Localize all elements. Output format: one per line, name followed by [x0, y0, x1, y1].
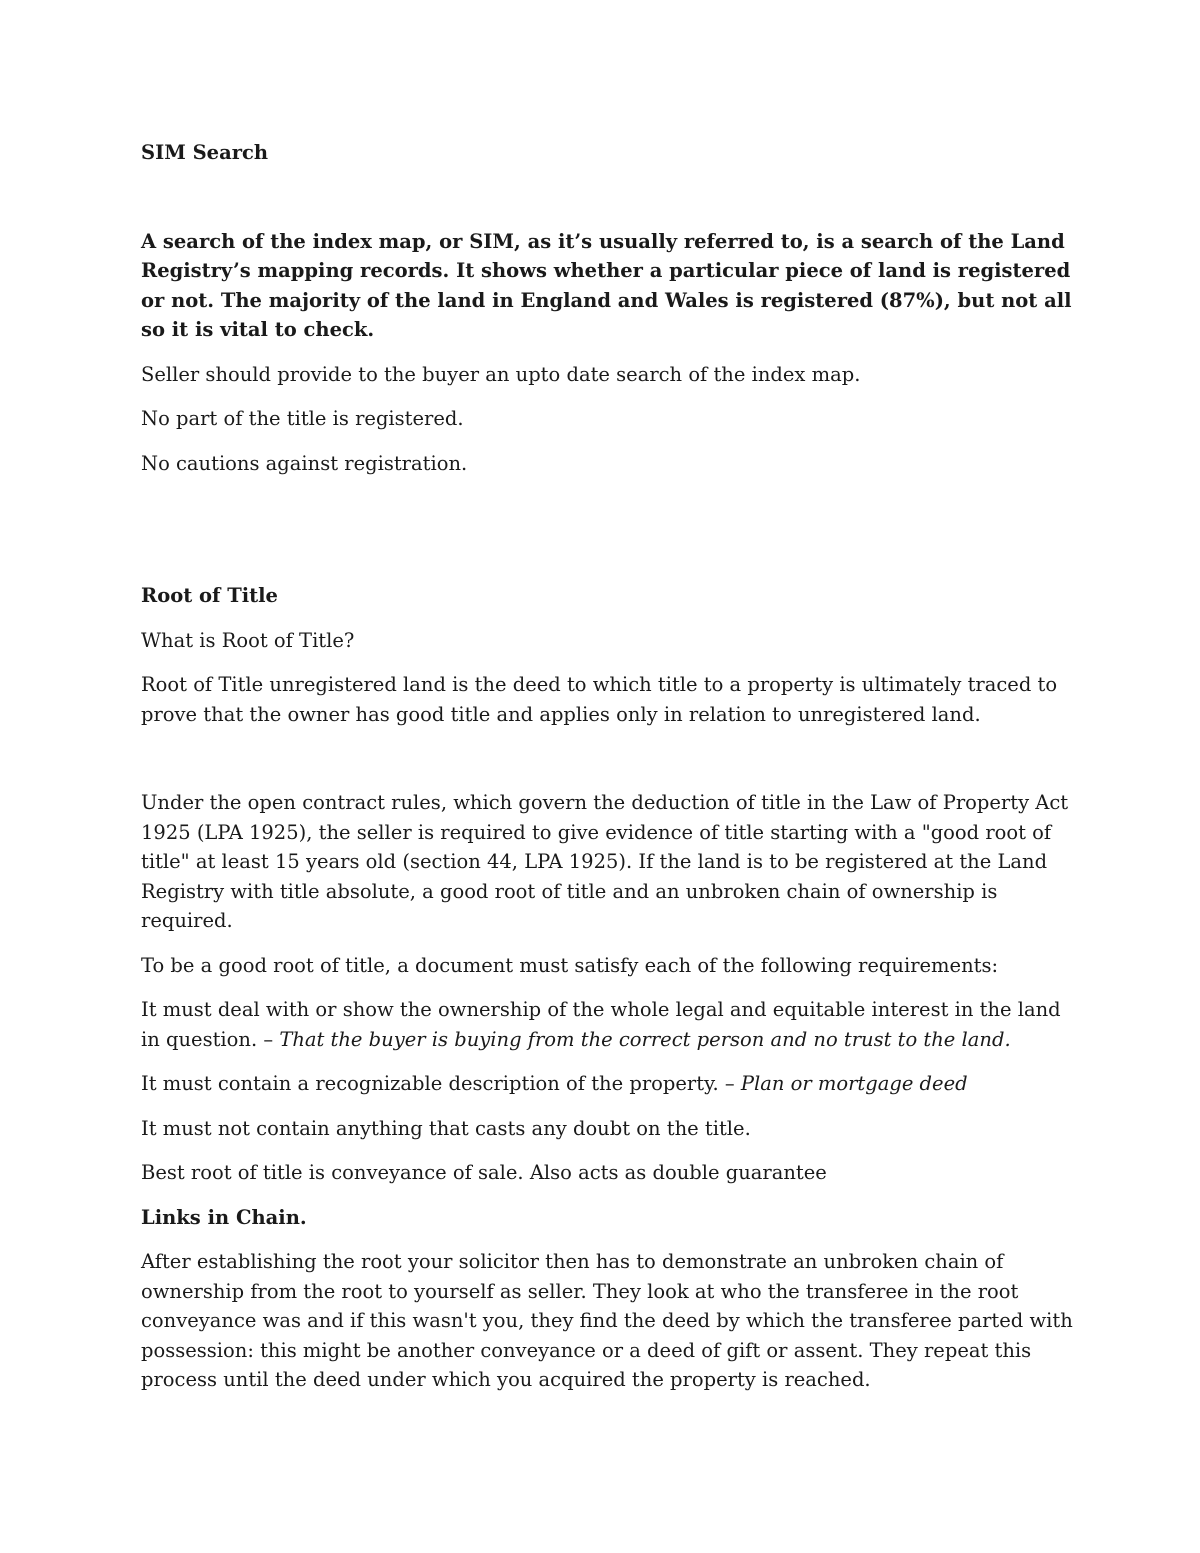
requirement-1-note: That the buyer is buying from the correct person and no trust to the land.	[279, 1027, 1011, 1051]
best-root-paragraph: Best root of title is conveyance of sale. Also acts as double guarantee	[141, 1161, 827, 1184]
requirements-intro: To be a good root of title, a document must satisfy each of the following requirements:	[141, 953, 999, 977]
links-in-chain-paragraph: After establishing the root your solicitor then has to demonstrate an unbroken chain of ownership from the root to yourself as seller. They look at who the transferee in the root conveyance was and if this wasn't you, they find the deed by which the transferee parted with possession: this might be another conveyance or a deed of gift or assent. They repeat this process until the deed under which you acquired the property is reached.	[141, 1250, 1073, 1391]
sim-paragraph-no-cautions: No cautions against registration.	[141, 451, 468, 475]
root-question: What is Root of Title?	[141, 628, 355, 652]
sim-intro-paragraph: A search of the index map, or SIM, as it’s usually referred to, is a search of the Land Registry’s mapping records. It shows whether a particular piece of land is registered or not. The majority of the land in England and Wales is registered (87%), but not all so it is vital to check.	[141, 229, 1072, 341]
requirement-3: It must not contain anything that casts any doubt on the title.	[141, 1116, 751, 1140]
requirement-1-text: It must deal with or show the ownership of the whole legal and equitable interest in the land in question. –	[141, 998, 1061, 1051]
requirement-2-text: It must contain a recognizable description of the property. –	[141, 1072, 741, 1095]
sim-paragraph-no-part: No part of the title is registered.	[141, 407, 464, 430]
open-contract-paragraph: Under the open contract rules, which govern the deduction of title in the Law of Property Act 1925 (LPA 1925), the seller is required to give evidence of title starting with a "good root of title" at least 15 years old (section 44, LPA 1925). If the land is to be registered at the Land Registry with title absolute, a good root of title and an unbroken chain of ownership is required.	[141, 791, 1069, 932]
requirement-1	[141, 995, 1076, 1054]
root-definition-paragraph: Root of Title unregistered land is the deed to which title to a property is ultimately traced to prove that the owner has good title and applies only in relation to unregistered land.	[141, 673, 1058, 726]
sim-paragraph-seller: Seller should provide to the buyer an upto date search of the index map.	[141, 362, 861, 386]
requirement-2-note: Plan or mortgage deed	[740, 1072, 968, 1095]
links-in-chain-heading: Links in Chain.	[141, 1205, 307, 1229]
document-page	[141, 138, 1076, 1395]
sim-search-heading: SIM Search	[141, 141, 269, 164]
root-of-title-heading: Root of Title	[141, 584, 278, 607]
requirement-2	[141, 1069, 1076, 1099]
